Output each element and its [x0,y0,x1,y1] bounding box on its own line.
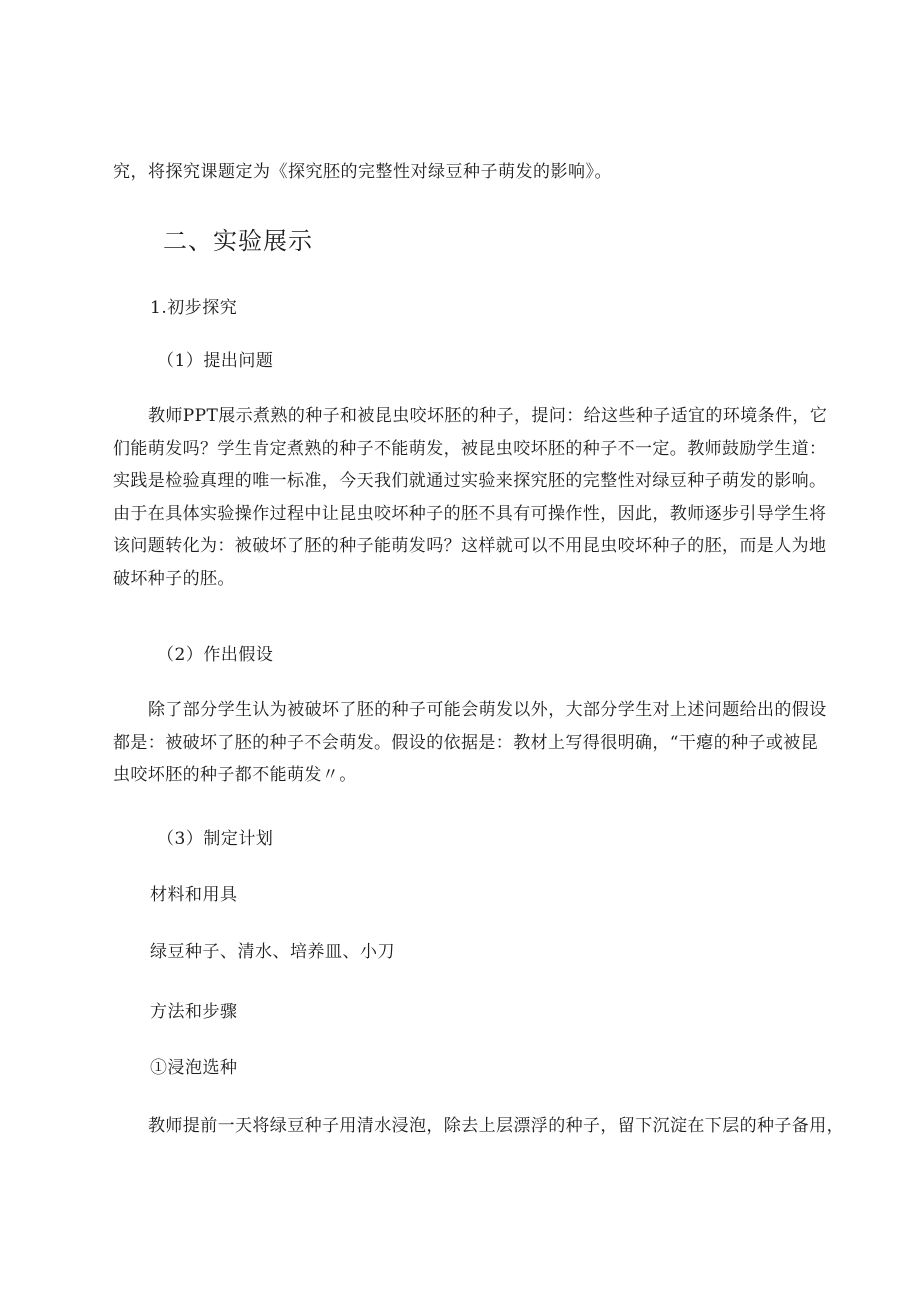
paragraph-line: 除了部分学生认为被破坏了胚的种子可能会萌发以外，大部分学生对上述问题给出的假设 [148,700,827,720]
paragraph-line: 破坏种子的胚。 [113,568,235,589]
paragraph-line: 教师PPT展示煮熟的种子和被昆虫咬坏胚的种子，提问：给这些种子适宜的环境条件，它 [148,406,828,426]
paragraph-line: 们能萌发吗？学生肯定煮熟的种子不能萌发，被昆虫咬坏胚的种子不一定。教师鼓励学生道： [113,438,827,459]
paragraph-question [113,404,828,599]
intro-end-line: 究，将探究课题定为《探究胚的完整性对绿豆种子萌发的影响》。 [113,162,612,182]
paragraph-line: 由于在具体实验操作过程中让昆虫咬坏种子的胚不具有可操作性，因此，教师逐步引导学生将 [113,503,827,524]
step-ask-question: （1）提出问题 [157,351,274,371]
paragraph-line: 虫咬坏胚的种子都不能萌发〃。 [113,765,357,785]
materials-list: 绿豆种子、清水、培养皿、小刀 [150,942,395,962]
subsection-title: 1.初步探究 [150,298,238,318]
paragraph-method [113,1114,844,1147]
materials-heading: 材料和用具 [150,885,238,905]
method-heading: 方法和步骤 [150,1002,238,1022]
paragraph-line: 教师提前一天将绿豆种子用清水浸泡，除去上层漂浮的种子，留下沉淀在下层的种子备用， [148,1116,844,1136]
step-hypothesis: （2）作出假设 [157,645,274,665]
paragraph-line: 都是：被破坏了胚的种子不会萌发。假设的依据是：教材上写得很明确，“干瘪的种子或被昆 [113,732,819,753]
paragraph-line: 实践是检验真理的唯一标准，今天我们就通过实验来探究胚的完整性对绿豆种子萌发的影响。 [113,471,827,491]
method-step-1: ①浸泡选种 [150,1058,238,1078]
section-title: 二、实验展示 [163,227,313,255]
paragraph-hypothesis [113,698,827,796]
paragraph-line: 该问题转化为：被破坏了胚的种子能萌发吗？这样就可以不用昆虫咬坏种子的胚，而是人为地 [113,536,827,556]
step-plan: （3）制定计划 [157,829,274,849]
